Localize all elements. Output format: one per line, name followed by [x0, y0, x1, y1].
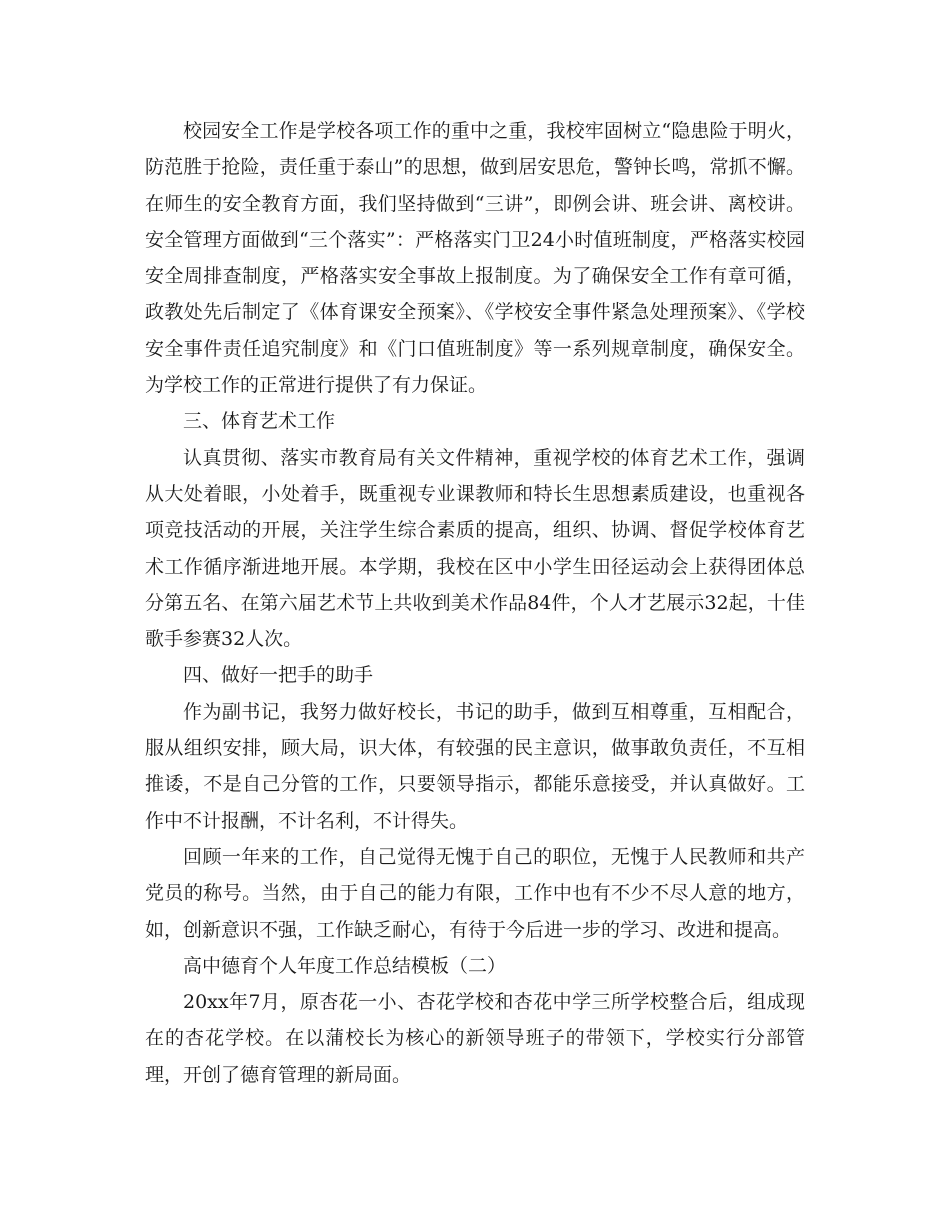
paragraph-sports-arts: 认真贯彻、落实市教育局有关文件精神，重视学校的体育艺术工作，强调从大处着眼，小处着手，既重视专业课教师和特长生思想素质建设，也重视各项竞技活动的开展，关注学生综合素质的提高，组织、协调、督促学校体育艺术工作循序渐进地开展。本学期，我校在区中小学生田径运动会上获得团体总分第五名、在第六届艺术节上共收到美术作品84件，个人才艺展示32起，十佳歌手参赛32人次。: [145, 446, 805, 651]
paragraph-assistant: 作为副书记，我努力做好校长，书记的助手，做到互相尊重，互相配合，服从组织安排，顾大局，识大体，有较强的民主意识，做事敢负责任，不互相推诿，不是自己分管的工作，只要领导指示，都能乐意接受，并认真做好。工作中不计报酬，不计名利，不计得失。: [145, 700, 805, 832]
paragraph-campus-safety: 校园安全工作是学校各项工作的重中之重，我校牢固树立“隐患险于明火，防范胜于抢险，责任重于泰山”的思想，做到居安思危，警钟长鸣，常抓不懈。在师生的安全教育方面，我们坚持做到“三讲”，即例会讲、班会讲、离校讲。安全管理方面做到“三个落实”：严格落实门卫24小时值班制度，严格落实校园安全周排查制度，严格落实安全事故上报制度。为了确保安全工作有章可循，政教处先后制定了《体育课安全预案》、《学校安全事件紧急处理预案》、《学校安全事件责任追究制度》和《门口值班制度》等一系列规章制度，确保安全。为学校工作的正常进行提供了有力保证。: [145, 120, 805, 397]
paragraph-review: 回顾一年来的工作，自己觉得无愧于自己的职位，无愧于人民教师和共产党员的称号。当然，由于自己的能力有限，工作中也有不少不尽人意的地方，如，创新意识不强，工作缺乏耐心，有待于今后进一步的学习、改进和提高。: [145, 845, 805, 941]
paragraph-school-merger: 20xx年7月，原杏花一小、杏花学校和杏花中学三所学校整合后，组成现在的杏花学校。在以蒲校长为核心的新领导班子的带领下，学校实行分部管理，开创了德育管理的新局面。: [145, 991, 805, 1086]
section-heading-assistant: 四、做好一把手的助手: [183, 664, 374, 687]
document-subtitle: 高中德育个人年度工作总结模板（二）: [183, 954, 507, 977]
section-heading-sports-arts: 三、体育艺术工作: [183, 410, 336, 433]
document-page: [145, 113, 805, 1093]
